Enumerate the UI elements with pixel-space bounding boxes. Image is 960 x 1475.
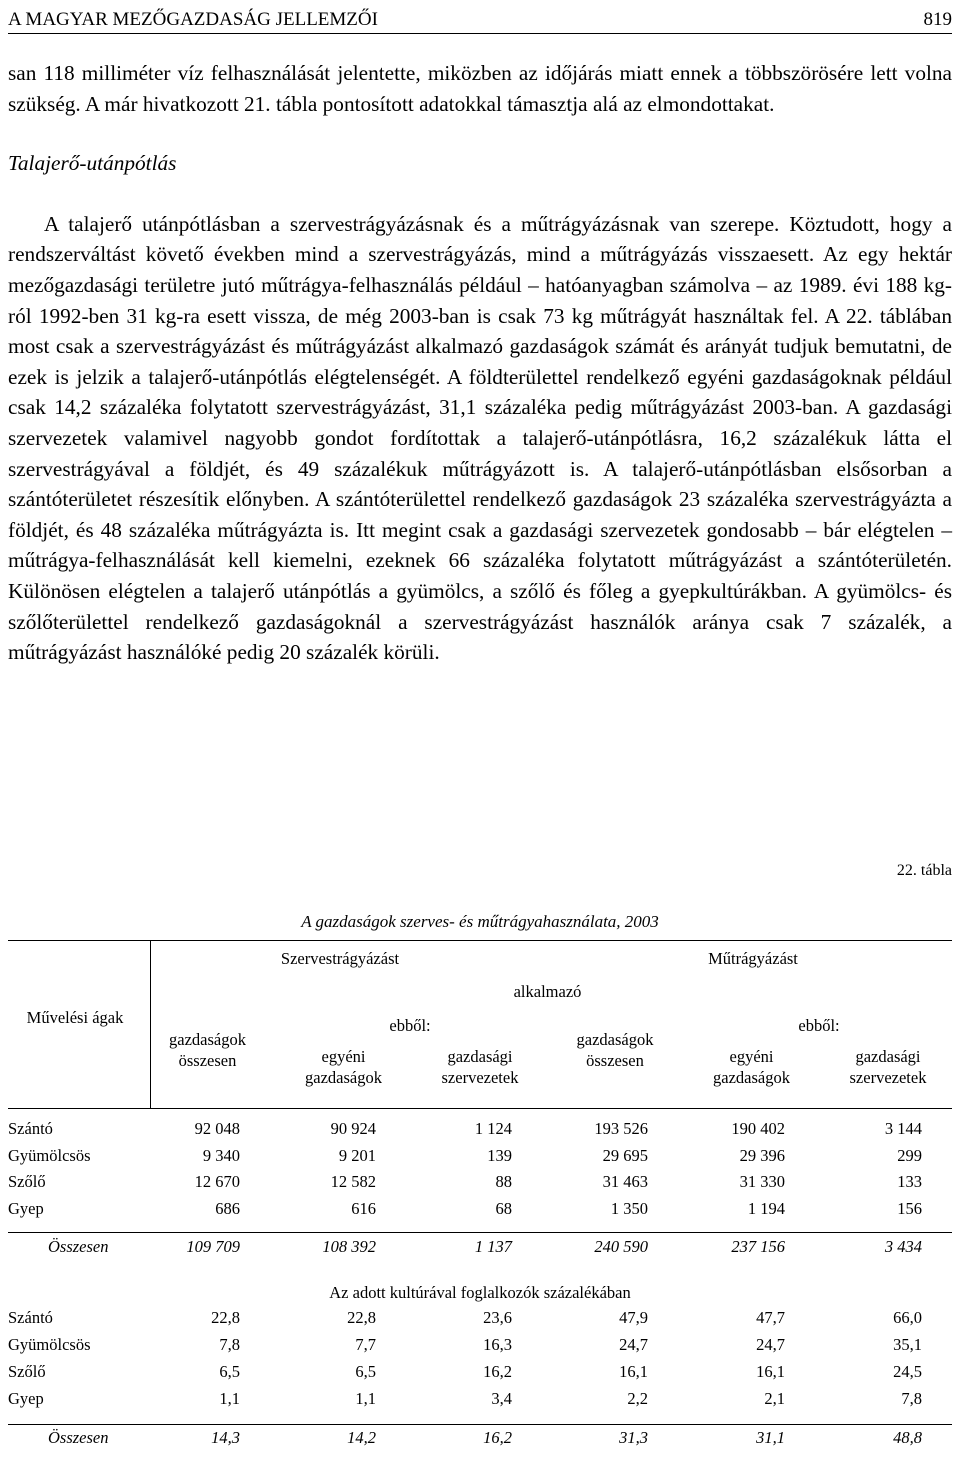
body-text — [8, 58, 952, 668]
applying-header: alkalmazó — [513, 982, 582, 1001]
total-top-rule — [8, 1232, 952, 1233]
table-cell: 24,7 — [619, 1335, 648, 1354]
header-total-mineral: gazdaságok összesen — [576, 1030, 654, 1070]
table-cell: 7,8 — [219, 1335, 240, 1354]
table-cell: 616 — [351, 1198, 376, 1218]
table-cell: 3 434 — [884, 1237, 922, 1256]
table-cell: 90 924 — [330, 1119, 376, 1138]
table-cell: 16,2 — [483, 1362, 512, 1381]
table-cell: 68 — [495, 1198, 512, 1218]
table-cell: 156 — [897, 1198, 922, 1218]
table-cell: 139 — [487, 1145, 512, 1165]
table-cell: 3 144 — [884, 1119, 922, 1138]
table-cell: 1 194 — [747, 1198, 785, 1218]
table-title: A gazdaságok szerves- és műtrágyahasználata, 2003 — [301, 912, 659, 931]
table-cell: 190 402 — [731, 1119, 785, 1138]
row-label: Összesen — [48, 1237, 109, 1256]
table-cell: 47,7 — [756, 1308, 785, 1327]
table-cell: 88 — [495, 1172, 512, 1191]
table-cell: 24,7 — [756, 1335, 785, 1354]
row-label: Szántó — [8, 1308, 53, 1327]
table-cell: 16,2 — [483, 1428, 512, 1447]
row-label: Szántó — [8, 1119, 53, 1138]
table-cell: 686 — [215, 1198, 240, 1218]
table-cell: 22,8 — [211, 1308, 240, 1327]
header-individual-organic: egyéni gazdaságok — [305, 1047, 382, 1087]
table-cell: 6,5 — [355, 1362, 376, 1381]
table-cell: 240 590 — [594, 1237, 648, 1256]
table-cell: 133 — [897, 1172, 922, 1191]
table-cell: 14,3 — [211, 1428, 240, 1447]
table-cell: 23,6 — [483, 1308, 512, 1327]
table-cell: 31,3 — [619, 1428, 648, 1447]
table-cell: 14,2 — [347, 1428, 376, 1447]
table-cell: 7,7 — [355, 1335, 376, 1354]
table-cell: 16,3 — [483, 1335, 512, 1354]
table-cell: 1 124 — [474, 1119, 512, 1138]
table-cell: 48,8 — [893, 1428, 922, 1447]
paragraph: san 118 milliméter víz felhasználását jelentette, miközben az időjárás miatt ennek a többszörösére lett volna szükség. A már hivatkozott 21. tábla pontosított adatokkal támasztja alá az elmondottakat. — [8, 61, 952, 116]
row-label: Gyümölcsös — [8, 1335, 91, 1354]
percent-subtitle: Az adott kultúrával foglalkozók százalékában — [329, 1283, 631, 1302]
row-label: Gyep — [8, 1198, 44, 1218]
header-total-organic: gazdaságok összesen — [169, 1030, 246, 1070]
table-cell: 9 201 — [338, 1145, 376, 1165]
header-individual-mineral: egyéni gazdaságok — [713, 1047, 790, 1087]
table-cell: 12 582 — [330, 1172, 376, 1191]
table-cell: 1,1 — [355, 1389, 376, 1408]
table-cell: 31 330 — [739, 1172, 785, 1191]
table-cell: 47,9 — [619, 1308, 648, 1327]
row-label: Összesen — [48, 1428, 109, 1447]
table-cell: 12 670 — [194, 1172, 240, 1191]
table-cell: 2,1 — [764, 1389, 785, 1408]
table-cell: 237 156 — [731, 1237, 785, 1256]
table-cell: 1 350 — [610, 1198, 648, 1218]
total-percent-top-rule — [8, 1424, 952, 1425]
table-cell: 66,0 — [893, 1308, 922, 1327]
table-cell: 22,8 — [347, 1308, 376, 1327]
table-cell: 16,1 — [756, 1362, 785, 1381]
table-cell: 24,5 — [893, 1362, 922, 1381]
of-which-mineral: ebből: — [798, 1016, 840, 1035]
table-cell: 193 526 — [594, 1119, 648, 1138]
section-title: Talajerő-utánpótlás — [8, 151, 177, 176]
group-header-mineral: Műtrágyázást — [708, 949, 798, 968]
table-cell: 1,1 — [219, 1389, 240, 1408]
table-cell: 7,8 — [901, 1389, 922, 1408]
page-number: 819 — [923, 9, 952, 30]
table-cell: 92 048 — [194, 1119, 240, 1138]
row-label-header: Művelési ágak — [26, 1008, 124, 1027]
table-cell: 35,1 — [893, 1335, 922, 1354]
table-cell: 3,4 — [491, 1389, 512, 1408]
header-organizations-organic: gazdasági szervezetek — [441, 1047, 519, 1087]
table-ref: 22. tábla — [896, 862, 952, 879]
table-cell: 31,1 — [756, 1428, 785, 1447]
paragraph: A talajerő utánpótlásban a szervestrágyázásnak és a műtrágyázásnak van szerepe. Köztudott, hogy a rendszerváltást követő években mind a szervestrágyázás, mind a műtrágyázás visszaesett. Az egy hektár mezőgazdasági területre jutó műtrágya-felhasználás például – hatóanyagban számolva – az 1989. évi 188 kg-ról 1992-ben 31 kg-ra esett vissza, de még 2003-ban is csak 73 kg műtrágyát használtak fel. A 22. táblában most csak a szervestrágyázást és műtrágyázást alkalmazó gazdaságok számát és arányát tudjuk bemutatni, de ezek is jelzik a talajerő-utánpótlás elégtelenségét. A földterülettel rendelkező egyéni gazdaságoknak például csak 14,2 százaléka folytatott szervestrágyázást, 31,1 százaléka pedig műtrágyázást 2003-ban. A gazdasági szervezetek valamivel nagyobb gondot fordítottak a talajerő-utánpótlásra, 16,2 százalékuk látta el szervestrágyával a földjét, és 49 százalékuk műtrágyázott is. A talajerő-utánpótlásban elsősorban a szántóterületet részesítik előnyben. A szántóterülettel rendelkező gazdaságok 23 százaléka szervestrágyázta a földjét, és 48 százaléka műtrágyázta is. Itt megint csak a gazdasági szervezetek gondosabb – bár elégtelen – műtrágya-felhasználását kell kiemelni, ezeknek 66 százaléka folytatott műtrágyázást a szántóterületén. Különösen elégtelen a talajerő utánpótlás a gyümölcs, a szőlő és főleg a gyepkultúrákban. A gyümölcs- és szőlőterülettel rendelkező gazdaságoknál a szervestrágyázást használók aránya csak 7 százalék, a műtrágyázást használóké pedig 20 százalék körüli. — [8, 211, 952, 665]
row-label: Gyümölcsös — [8, 1145, 91, 1165]
column-divider — [150, 940, 151, 1108]
table-cell: 2,2 — [627, 1389, 648, 1408]
row-label: Gyep — [8, 1389, 44, 1408]
group-header-organic: Szervestrágyázást — [280, 949, 400, 968]
of-which-organic: ebből: — [389, 1016, 431, 1035]
table-cell: 1 137 — [474, 1237, 512, 1256]
table-cell: 29 695 — [602, 1145, 648, 1165]
table-cell: 9 340 — [202, 1145, 240, 1165]
table-cell: 6,5 — [219, 1362, 240, 1381]
row-label: Szőlő — [8, 1362, 46, 1381]
table-cell: 16,1 — [619, 1362, 648, 1381]
table-cell: 31 463 — [602, 1172, 648, 1191]
running-title: A MAGYAR MEZŐGAZDASÁG JELLEMZŐI — [8, 9, 378, 30]
row-label: Szőlő — [8, 1172, 46, 1191]
table-cell: 29 396 — [739, 1145, 785, 1165]
page-header — [8, 4, 952, 34]
table-cell: 109 709 — [186, 1237, 240, 1256]
header-bottom-rule — [8, 1108, 952, 1109]
table-cell: 108 392 — [322, 1237, 376, 1256]
table-cell: 299 — [897, 1145, 922, 1165]
header-organizations-mineral: gazdasági szervezetek — [849, 1047, 927, 1087]
